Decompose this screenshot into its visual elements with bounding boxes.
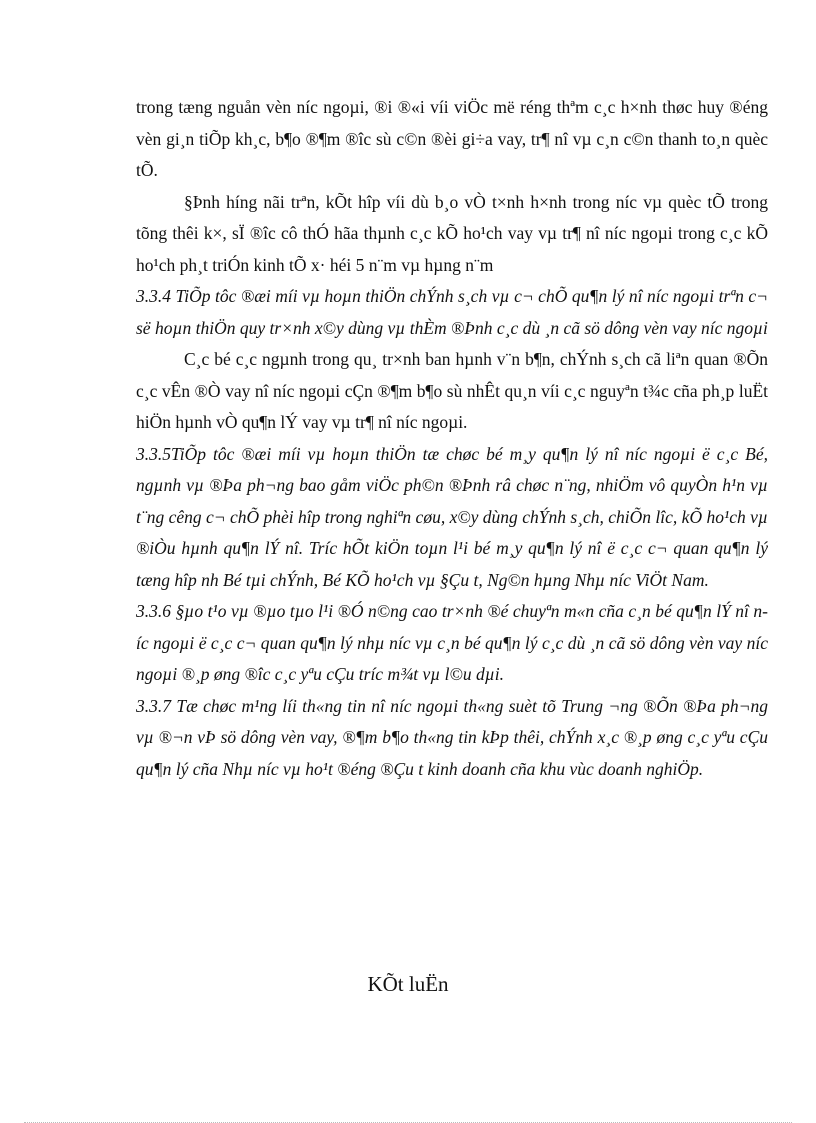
paragraph-intro-continuation: trong tæng nguån vèn níc ngoµi, ®i ®«i víi viÖc më réng thªm c¸c h×nh thøc huy ®éng vèn gi¸n tiÕp kh¸c, b¶o ®¶m ®îc sù c©n ®èi gi÷a vay, tr¶ nî vµ c¸n c©n thanh to¸n quèc tÕ.	[136, 97, 768, 180]
section-3-3-5: 3.3.5TiÕp tôc ®æi míi vµ hoµn thiÖn tæ chøc bé m¸y qu¶n lý nî níc ngoµi ë c¸c Bé, ngµnh vµ ®Þa ph¬ng bao gåm viÖc ph©n ®Þnh râ chøc n¨ng, nhiÖm vô quyÒn h¹n vµ t¨ng cêng c¬ chÕ phèi hîp trong nghiªn cøu, x©y dùng chÝnh s¸ch, chiÕn lîc, kÕ ho¹ch vµ ®iÒu hµnh qu¶n lÝ nî. Tríc hÕt kiÖn toµn l¹i bé m¸y qu¶n lý nî ë c¸c c¬ quan qu¶n lý tæng hîp nh Bé tµi chÝnh, Bé KÕ ho¹ch vµ §Çu t, Ng©n hµng Nhµ níc ViÖt Nam.	[136, 443, 768, 590]
document-body	[136, 92, 768, 785]
paragraph-orientation: §Þnh híng nãi trªn, kÕt hîp víi dù b¸o vÒ t×nh h×nh trong níc vµ quèc tÕ trong tõng thêi k×, sÏ ®îc cô thÓ hãa thµnh c¸c kÕ ho¹ch vay vµ tr¶ nî níc ngoµi trong c¸c kÕ ho¹ch ph¸t triÓn kinh tÕ x· héi 5 n¨m vµ hµng n¨m	[136, 191, 768, 275]
section-3-3-7: 3.3.7 Tæ chøc m¹ng líi th«ng tin nî níc ngoµi th«ng suèt tõ Trung ¬ng ®Õn ®Þa ph¬ng vµ ®¬n vÞ sö dông vèn vay, ®¶m b¶o th«ng tin kÞp thêi, chÝnh x¸c ®¸p øng c¸c yªu cÇu qu¶n lý cña Nhµ níc vµ ho¹t ®éng ®Çu t kinh doanh cña khu vùc doanh nghiÖp.	[136, 695, 768, 779]
section-3-3-6: 3.3.6 §µo t¹o vµ ®µo tµo l¹i ®Ó n©ng cao tr×nh ®é chuyªn m«n cña c¸n bé qu¶n lÝ nî níc ngoµi ë c¸c c¬ quan qu¶n lý nhµ níc vµ c¸n bé qu¶n lý c¸c dù ¸n cã sö dông vèn vay níc ngoµi ®¸p øng ®îc c¸c yªu cÇu tríc m¾t vµ l©u dµi.	[136, 601, 768, 684]
conclusion-heading: KÕt luËn	[367, 972, 449, 996]
section-3-3-4: 3.3.4 TiÕp tôc ®æi míi vµ hoµn thiÖn chÝnh s¸ch vµ c¬ chÕ qu¶n lý nî níc ngoµi trªn c¬ së hoµn thiÖn quy tr×nh x©y dùng vµ thÈm ®Þnh c¸c dù ¸n cã sö dông vèn vay níc ngoµi	[136, 286, 768, 338]
paragraph-ministries: C¸c bé c¸c ngµnh trong qu¸ tr×nh ban hµnh v¨n b¶n, chÝnh s¸ch cã liªn quan ®Õn c¸c vÊn ®Ò vay nî níc ngoµi cÇn ®¶m b¶o sù nhÊt qu¸n víi c¸c nguyªn t¾c cña ph¸p luËt hiÖn hµnh vÒ qu¶n lÝ vay vµ tr¶ nî níc ngoµi.	[136, 349, 768, 432]
